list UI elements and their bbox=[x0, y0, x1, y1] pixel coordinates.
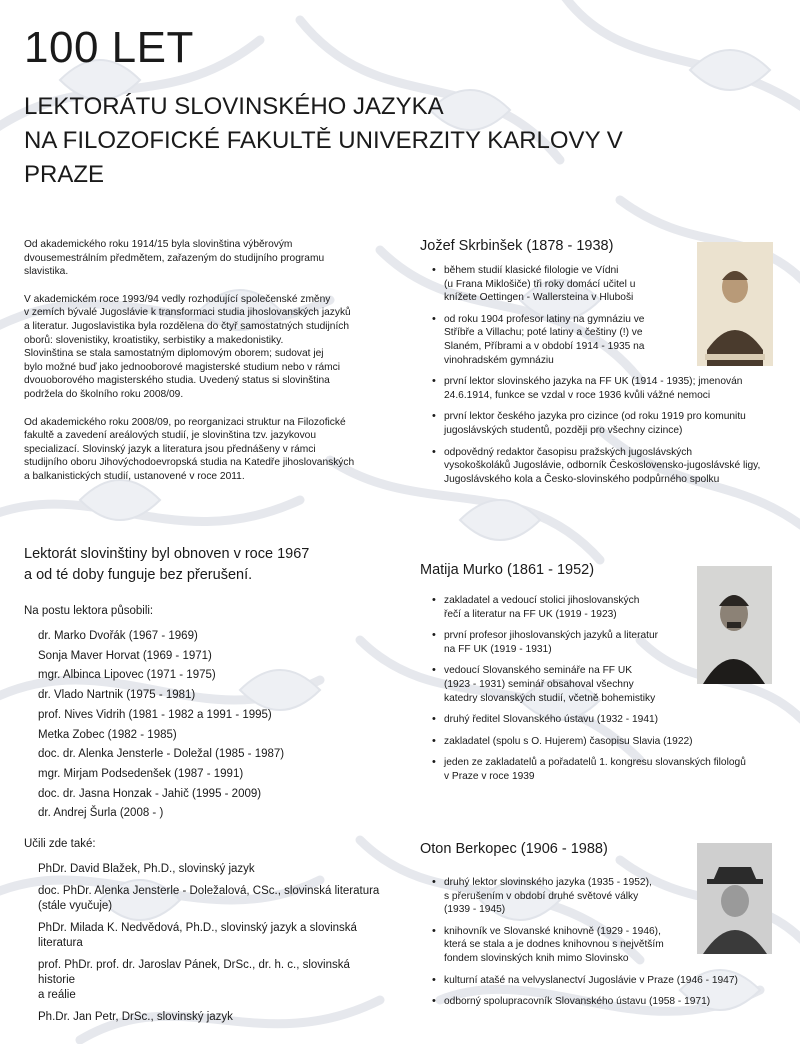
lecturers-heading: Na postu lektora působili: bbox=[24, 605, 154, 617]
list-item: prof. PhDr. prof. dr. Jaroslav Pánek, DrSc., dr. h. c., slovinská historie a reálie bbox=[38, 959, 350, 1001]
list-item: doc. PhDr. Alenka Jensterle - Doležalová, CSc., slovinská literatura (stále vyučuje) bbox=[38, 885, 380, 912]
list-item: PhDr. Milada K. Nedvědová, Ph.D., slovinský jazyk a slovinská literatura bbox=[38, 922, 357, 949]
person-name-skrbinsek: Jožef Skrbinšek (1878 - 1938) bbox=[420, 238, 614, 254]
list-item: Ph.Dr. Jan Petr, DrSc., slovinský jazyk bbox=[38, 1011, 233, 1023]
list-item: Metka Zobec (1982 - 1985) bbox=[38, 728, 177, 741]
list-item: prof. Nives Vidrih (1981 - 1982 a 1991 - 1995) bbox=[38, 708, 272, 721]
person-name-murko: Matija Murko (1861 - 1952) bbox=[420, 562, 595, 578]
list-item: • během studií klasické filologie ve Vídni (u Frana Miklošiče) tři roky domácí učitel u knížete Oettingen - Wallersteina v Hluboši bbox=[432, 264, 694, 305]
list-item: PhDr. David Blažek, Ph.D., slovinský jazyk bbox=[38, 863, 255, 875]
list-item: • odborný spolupracovník Slovanského ústavu (1958 - 1971) bbox=[432, 995, 777, 1009]
also-taught-list bbox=[38, 862, 383, 1032]
list-item: Sonja Maver Horvat (1969 - 1971) bbox=[38, 649, 212, 662]
page-title: 100 LET bbox=[24, 23, 194, 72]
list-item: • zakladatel (spolu s O. Hujerem) časopisu Slavia (1922) bbox=[432, 735, 777, 749]
list-item: • první lektor slovinského jazyka na FF UK (1914 - 1935); jmenován 24.6.1914, funkce se vzdal v roce 1936 kvůli vážné nemoci bbox=[432, 375, 782, 402]
portrait-photo-icon bbox=[697, 566, 772, 684]
portrait-photo-icon bbox=[697, 242, 773, 366]
revival-statement: Lektorát slovinštiny byl obnoven v roce 1967 a od té doby funguje bez přerušení. bbox=[24, 546, 310, 583]
portrait-berkopec bbox=[697, 843, 772, 954]
intro-paragraph: Od akademického roku 1914/15 byla slovinština výběrovým dvousemestrálním předmětem, zařazeným do studijního programu slavistika. bbox=[24, 239, 325, 278]
portrait-murko bbox=[697, 566, 772, 684]
list-item: • druhý ředitel Slovanského ústavu (1932 - 1941) bbox=[432, 713, 777, 727]
intro-text bbox=[24, 238, 369, 498]
list-item: • od roku 1904 profesor latiny na gymnáziu ve Stříbře a Villachu; poté latiny a češtiny (!) ve Slaném, Příbrami a v období 1914 - 1935 na vinohradském gymnáziu bbox=[432, 313, 694, 367]
also-taught-heading: Učili zde také: bbox=[24, 838, 96, 850]
list-item: • první lektor českého jazyka pro cizince (od roku 1919 pro komunitu jugoslávských studentů, později pro všechny cizince) bbox=[432, 410, 782, 437]
list-item: • druhý lektor slovinského jazyka (1935 - 1952), s přerušením v období druhé světové války (1939 - 1945) bbox=[432, 876, 777, 917]
list-item: • knihovník ve Slovanské knihovně (1929 - 1946), která se stala a je dodnes knihovnou s největším fondem slovinských knih mimo Slovinsko bbox=[432, 925, 777, 966]
list-item: • odpovědný redaktor časopisu pražských jugoslávských vysokoškoláků Jugoslávie, odborník Československo-jugoslávské ligy, Jugoslávského kola a Česko-slovinského podpůrného spolku bbox=[432, 446, 782, 487]
list-item: dr. Andrej Šurla (2008 - ) bbox=[38, 807, 164, 820]
list-item: dr. Marko Dvořák (1967 - 1969) bbox=[38, 630, 198, 642]
list-item: doc. dr. Jasna Honzak - Jahič (1995 - 2009) bbox=[38, 787, 262, 800]
intro-paragraph: Od akademického roku 2008/09, po reorganizaci struktur na Filozofické fakultě a zavedení areálových studií, je slovinština tzv. jazykovou specializací. Slovinský jazyk a literatura jsou přednášeny v rámci studijního oboru Jihovýchodoevropská studia na Katedře jihoslovanských a balkanistických studií, ustanovené v roce 2011. bbox=[24, 416, 355, 482]
list-item: • jeden ze zakladatelů a pořadatelů 1. kongresu slovanských filologů v Praze v roce 1939 bbox=[432, 756, 777, 783]
list-item: • kulturní atašé na velvyslanectví Jugoslávie v Praze (1946 - 1947) bbox=[432, 974, 777, 988]
page-subtitle: LEKTORÁTU SLOVINSKÉHO JAZYKA NA FILOZOFICKÉ FAKULTĚ UNIVERZITY KARLOVY V PRAZE bbox=[24, 93, 623, 188]
list-item: dr. Vlado Nartnik (1975 - 1981) bbox=[38, 689, 196, 702]
person-name-berkopec: Oton Berkopec (1906 - 1988) bbox=[420, 841, 608, 857]
lecturers-list bbox=[38, 627, 398, 824]
intro-paragraph: V akademickém roce 1993/94 vedly rozhodující společenské změny v zemích bývalé Jugoslávie k transformaci studia jihoslovanských jazyků a literatur. Jugoslavistika byla rozdělena do čtyř samostatných studijních oborů: slovenistiky, kroatistiky, serbistiky a makedonistiky. Slovinština se stala samostatným diplomovým oborem; sudovat jej bylo možné buď jako jednooborové magisterské studium nebo v rámci dvouoborového magisterského studia. Uvedený status si slovinština podržela do školního roku 2008/09. bbox=[24, 293, 351, 400]
list-item: • první profesor jihoslovanských jazyků a literatur na FF UK (1919 - 1931) bbox=[432, 629, 777, 656]
list-item: doc. dr. Alenka Jensterle - Doležal (1985 - 1987) bbox=[38, 748, 285, 761]
portrait-skrbinsek bbox=[697, 242, 773, 366]
list-item: mgr. Albinca Lipovec (1971 - 1975) bbox=[38, 669, 216, 682]
list-item: • vedoucí Slovanského semináře na FF UK (1923 - 1931) seminář obsahoval všechny katedry slovanských studií, včetně bohemistiky bbox=[432, 664, 777, 705]
portrait-photo-icon bbox=[697, 843, 772, 954]
list-item: mgr. Mirjam Podsedenšek (1987 - 1991) bbox=[38, 767, 244, 780]
list-item: • zakladatel a vedoucí stolici jihoslovanských řečí a literatur na FF UK (1919 - 1923) bbox=[432, 594, 777, 621]
